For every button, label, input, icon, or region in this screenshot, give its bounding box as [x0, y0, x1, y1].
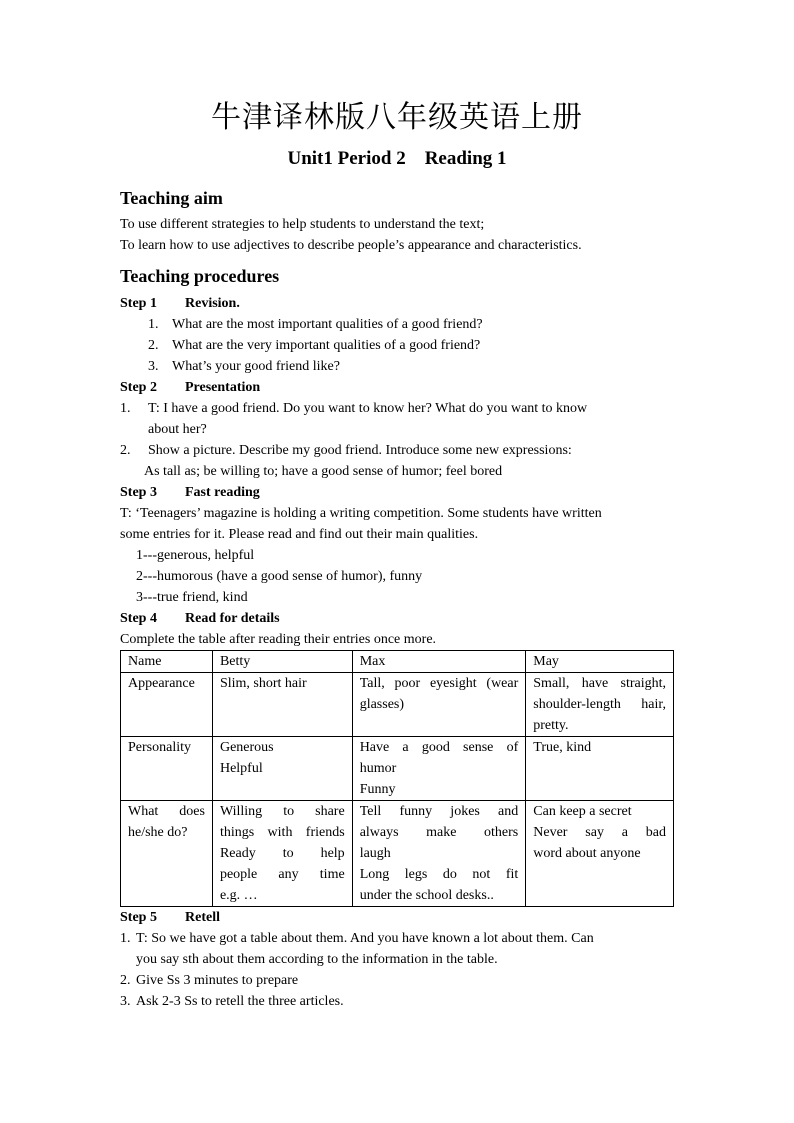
list-item-continuation: about her?	[148, 422, 207, 437]
table-header-cell: Max	[352, 651, 526, 673]
step-number: Step 3	[120, 485, 157, 500]
step-number: Step 4	[120, 611, 157, 626]
quality-item: 1---generous, helpful	[136, 548, 255, 563]
step-4-title	[120, 608, 674, 629]
teaching-procedures-heading: Teaching procedures	[120, 266, 280, 286]
table-cell: True, kind	[526, 737, 674, 801]
step-number: Step 5	[120, 910, 157, 925]
document-subtitle: Unit1 Period 2 Reading 1	[287, 148, 507, 169]
step-4-intro: Complete the table after reading their entries once more.	[120, 632, 437, 647]
expressions-line: As tall as; be willing to; have a good sense of humor; feel bored	[144, 464, 503, 479]
table-row	[121, 801, 674, 907]
table-cell: Small, have straight, shoulder-length hair, pretty.	[526, 673, 674, 737]
document-title: 牛津译林版八年级英语上册	[211, 101, 583, 134]
aim-line: To learn how to use adjectives to describe people’s appearance and characteristics.	[120, 238, 582, 253]
list-item: 2. Show a picture. Describe my good friend. Introduce some new expressions:	[120, 443, 572, 458]
table-row-label: What does he/she do?	[121, 801, 213, 907]
step-5-title	[120, 907, 674, 928]
table-header-cell: Name	[121, 651, 213, 673]
table-cell: Slim, short hair	[212, 673, 352, 737]
table-header-cell: Betty	[212, 651, 352, 673]
list-item: 1. T: So we have got a table about them. And you have known a lot about them. Can	[120, 931, 594, 946]
lesson-plan-page	[120, 98, 674, 1012]
quality-item: 3---true friend, kind	[136, 590, 248, 605]
list-item: 3. Ask 2-3 Ss to retell the three articles.	[120, 994, 344, 1009]
table-cell: Tell funny jokes and always make others laugh Long legs do not fit under the school desks..	[352, 801, 526, 907]
table-row-label: Appearance	[121, 673, 213, 737]
table-row-label: Personality	[121, 737, 213, 801]
details-table	[120, 650, 674, 907]
step-name: Retell	[185, 910, 220, 925]
table-cell: Willing to share things with friends Ready to help people any time e.g. …	[212, 801, 352, 907]
list-item: 1. T: I have a good friend. Do you want to know her? What do you want to know	[120, 401, 588, 416]
list-item: 3. What’s your good friend like?	[148, 359, 340, 374]
step-name: Presentation	[185, 380, 261, 395]
step-name: Read for details	[185, 611, 280, 626]
step-3-intro: T: ‘Teenagers’ magazine is holding a writing competition. Some students have written	[120, 506, 602, 521]
list-item: 2. Give Ss 3 minutes to prepare	[120, 973, 299, 988]
table-row	[121, 737, 674, 801]
teaching-aim-text	[120, 214, 674, 256]
table-header-row	[121, 651, 674, 673]
step-3-title	[120, 482, 674, 503]
aim-line: To use different strategies to help students to understand the text;	[120, 217, 485, 232]
step-name: Revision.	[185, 296, 240, 311]
table-header-cell: May	[526, 651, 674, 673]
step-number: Step 1	[120, 296, 157, 311]
table-row	[121, 673, 674, 737]
procedures-body	[120, 293, 674, 1012]
table-cell: Can keep a secret Never say a bad word about anyone	[526, 801, 674, 907]
table-cell: Have a good sense of humor Funny	[352, 737, 526, 801]
list-item: 2. What are the very important qualities of a good friend?	[148, 338, 481, 353]
teaching-aim-heading: Teaching aim	[120, 188, 223, 208]
table-cell: Tall, poor eyesight (wear glasses)	[352, 673, 526, 737]
table-cell: Generous Helpful	[212, 737, 352, 801]
step-3-intro: some entries for it. Please read and find out their main qualities.	[120, 527, 479, 542]
step-2-title	[120, 377, 674, 398]
step-1-title	[120, 293, 674, 314]
quality-item: 2---humorous (have a good sense of humor), funny	[136, 569, 423, 584]
step-name: Fast reading	[185, 485, 260, 500]
list-item-continuation: you say sth about them according to the information in the table.	[136, 952, 498, 967]
list-item: 1. What are the most important qualities of a good friend?	[148, 317, 483, 332]
step-number: Step 2	[120, 380, 157, 395]
